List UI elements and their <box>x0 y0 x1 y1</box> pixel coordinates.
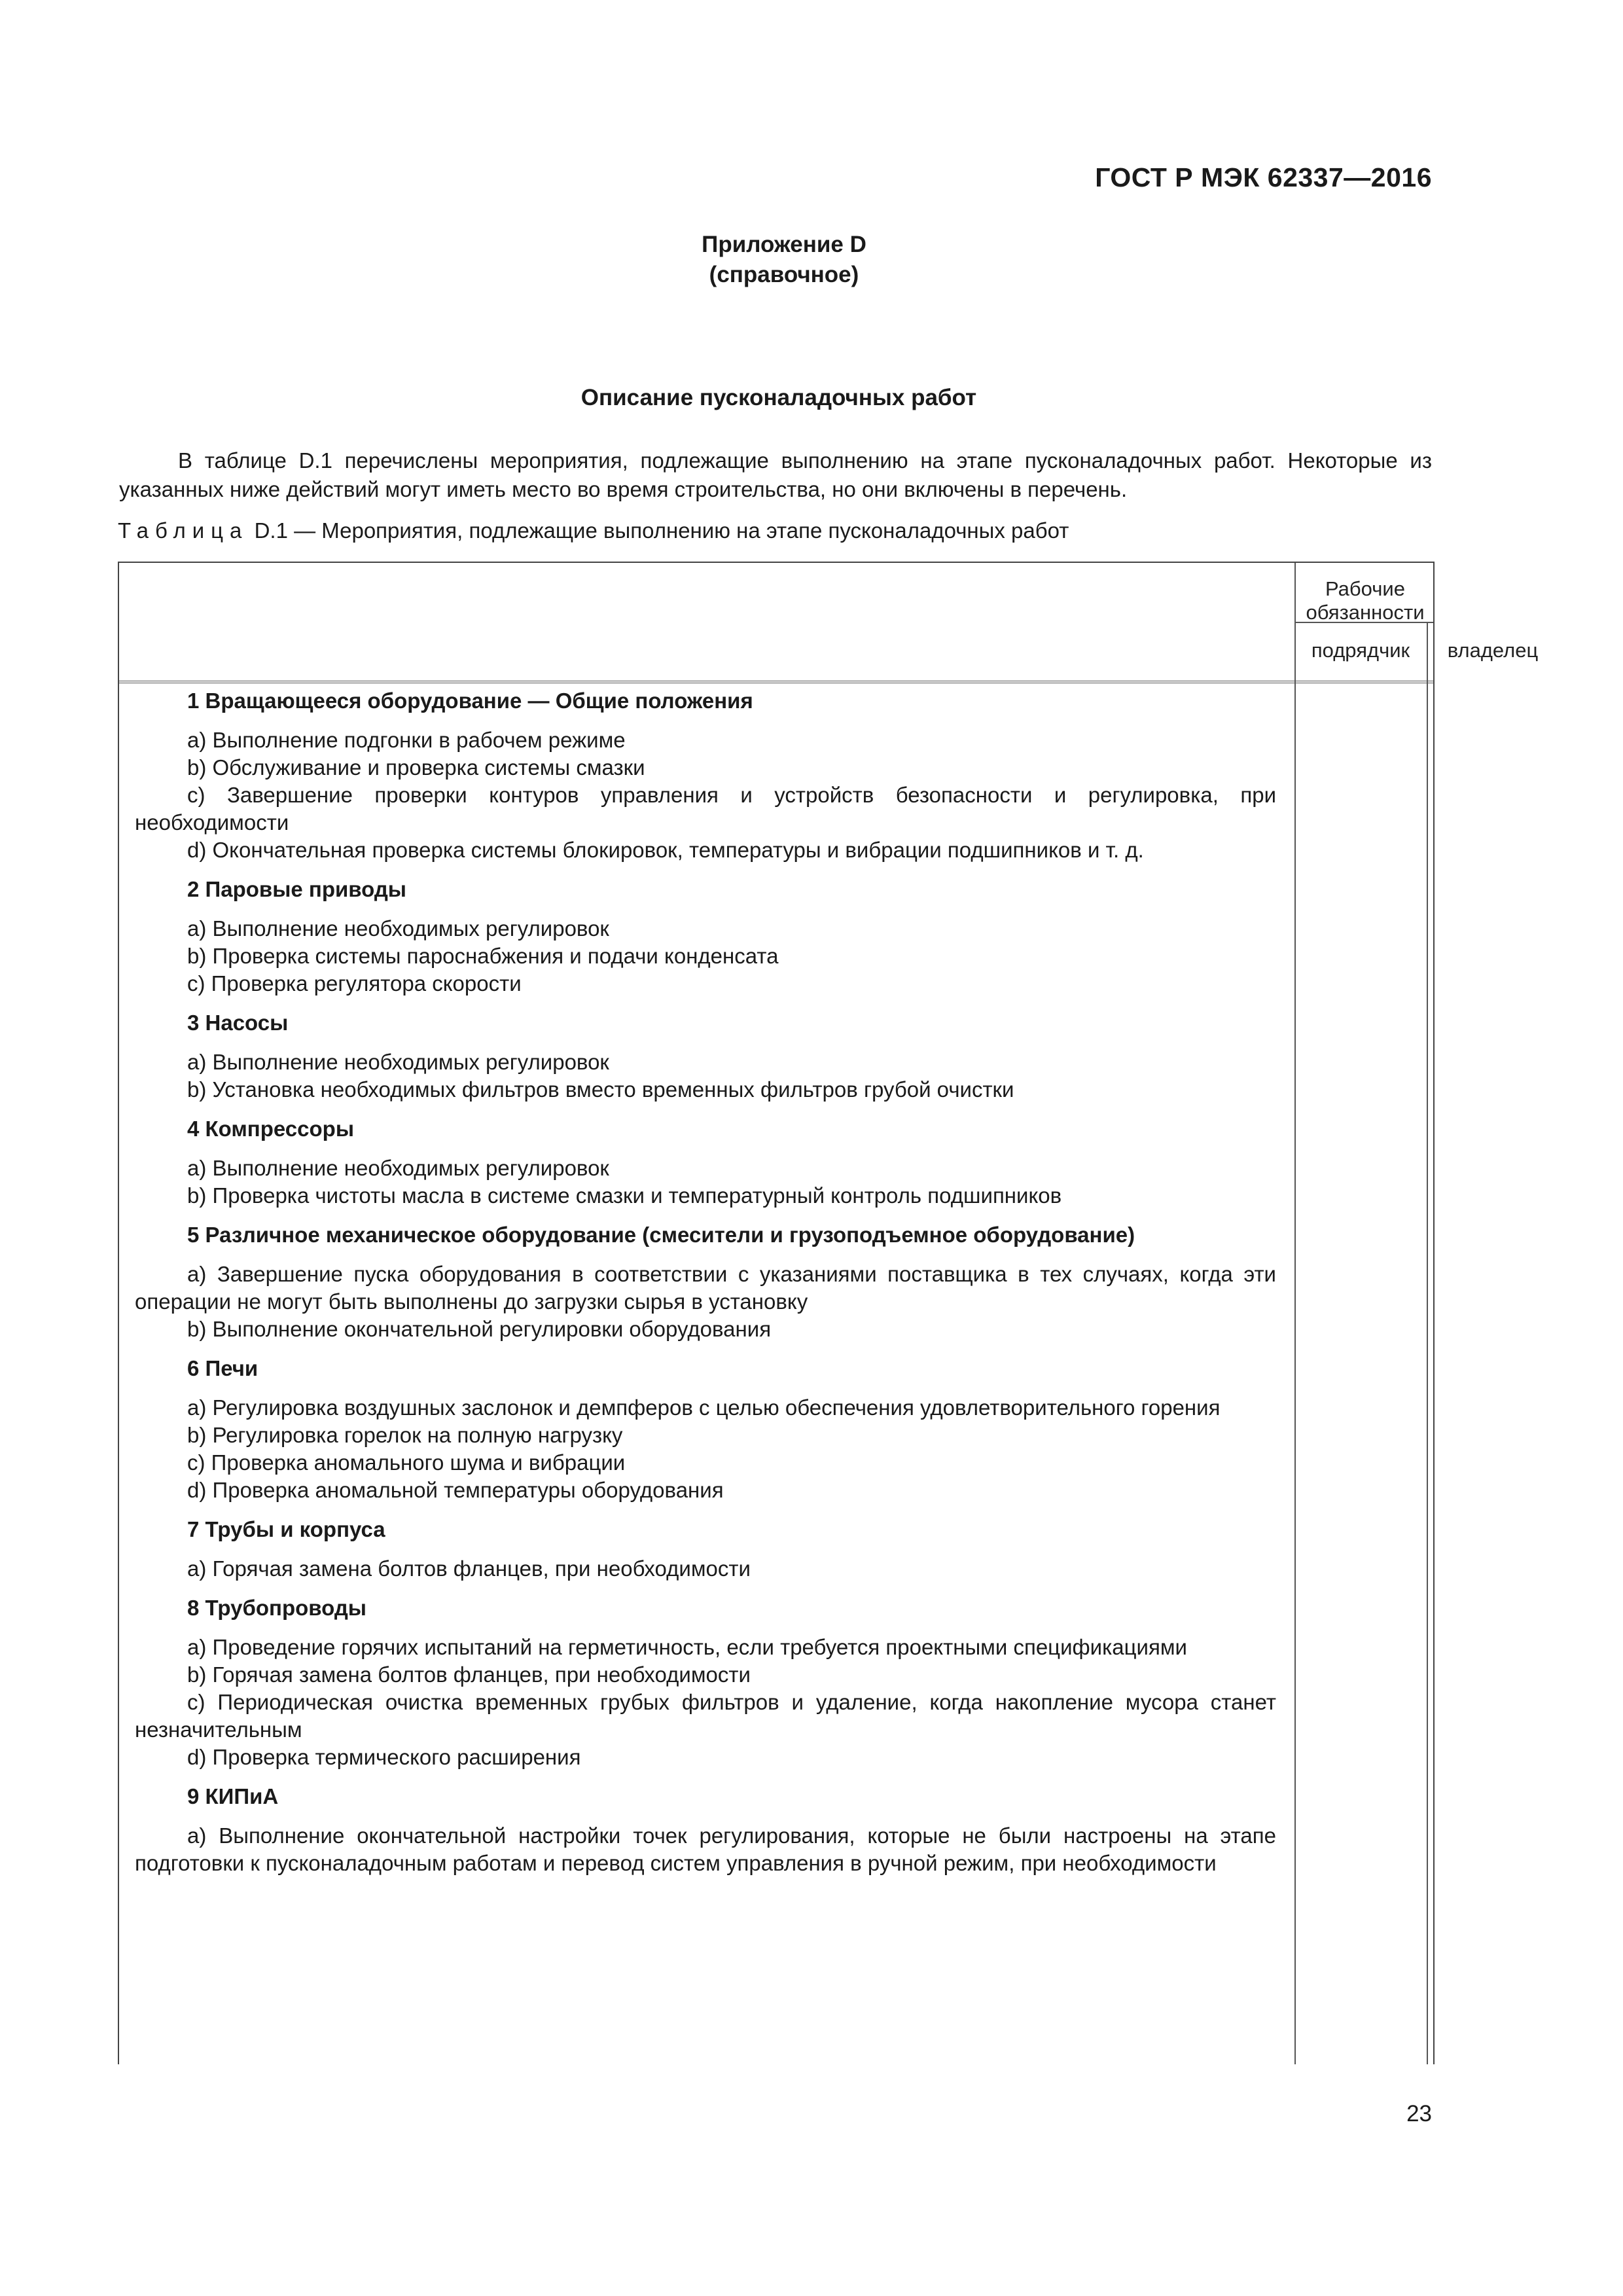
section-heading: 5 Различное механическое оборудование (смесители и грузоподъемное оборудование) <box>187 1223 1135 1247</box>
section-heading: 6 Печи <box>187 1356 259 1380</box>
standard-id: ГОСТ Р МЭК 62337—2016 <box>1095 162 1432 192</box>
section-items <box>135 1261 1276 1343</box>
intro-paragraph <box>119 446 1432 504</box>
section-item: c) Периодическая очистка временных грубых фильтров и удаление, когда накопление мусора станет незначительным <box>135 1690 1276 1742</box>
section-heading: 1 Вращающееся оборудование — Общие положения <box>187 689 753 713</box>
section-item: a) Завершение пуска оборудования в соответствии с указаниями поставщика в тех случаях, когда эти операции не могут быть выполнены до загрузки сырья в установку <box>135 1262 1276 1314</box>
section-item: a) Проведение горячих испытаний на герметичность, если требуется проектными спецификациями <box>187 1635 1187 1659</box>
table-body <box>135 687 1276 1889</box>
section-item: d) Проверка аномальной температуры оборудования <box>187 1478 724 1502</box>
section-item: c) Завершение проверки контуров управления и устройств безопасности и регулировка, при необходимости <box>135 783 1276 834</box>
section-item: b) Выполнение окончательной регулировки оборудования <box>187 1317 772 1341</box>
section-item: d) Проверка термического расширения <box>187 1745 581 1769</box>
header-contractor: подрядчик <box>1311 639 1410 662</box>
section-items <box>135 1155 1276 1210</box>
section-item: a) Выполнение подгонки в рабочем режиме <box>187 728 626 752</box>
header-owner: владелец <box>1447 639 1539 662</box>
section-heading: 9 КИПиА <box>187 1784 279 1808</box>
section-heading: 4 Компрессоры <box>187 1117 355 1141</box>
section-items <box>135 726 1276 864</box>
section-item: b) Установка необходимых фильтров вместо временных фильтров грубой очистки <box>187 1077 1014 1102</box>
section-item: a) Выполнение необходимых регулировок <box>187 1050 609 1074</box>
section-heading: 3 Насосы <box>187 1011 289 1035</box>
section-item: a) Регулировка воздушных заслонок и демпферов с целью обеспечения удовлетворительного горения <box>187 1395 1221 1420</box>
section-item: c) Проверка регулятора скорости <box>187 971 522 996</box>
section-items <box>135 1394 1276 1504</box>
table-caption-label: Таблица <box>118 518 249 543</box>
annex-subtitle: (справочное) <box>709 262 859 287</box>
annex-title: Приложение D <box>702 232 866 257</box>
section-items <box>135 1822 1276 1877</box>
section-item: d) Окончательная проверка системы блокировок, температуры и вибрации подшипников и т. д. <box>187 838 1144 862</box>
column-divider-roles <box>1427 622 1428 2064</box>
document-title: Описание пусконаладочных работ <box>580 385 977 410</box>
section-item: a) Выполнение необходимых регулировок <box>187 1156 609 1180</box>
section-items <box>135 1634 1276 1771</box>
section-heading: 8 Трубопроводы <box>187 1596 366 1620</box>
section-item: b) Горячая замена болтов фланцев, при необходимости <box>187 1662 751 1687</box>
section-item: b) Проверка системы пароснабжения и подачи конденсата <box>187 944 779 968</box>
section-item: a) Выполнение необходимых регулировок <box>187 916 609 941</box>
header-responsibilities: Рабочие обязанности <box>1306 577 1425 624</box>
section-items <box>135 1049 1276 1103</box>
section-heading: 7 Трубы и корпуса <box>187 1517 385 1541</box>
section-item: a) Выполнение окончательной настройки точек регулирования, которые не были настроены на этапе подготовки к пусконаладочным работам и перевод систем управления в ручной режим, при необходимости <box>135 1823 1276 1875</box>
section-item: c) Проверка аномального шума и вибрации <box>187 1450 626 1475</box>
activities-table <box>118 562 1539 2064</box>
table-caption-text: D.1 — Мероприятия, подлежащие выполнению на этапе пусконаладочных работ <box>254 518 1069 543</box>
section-item: b) Обслуживание и проверка системы смазки <box>187 755 645 780</box>
section-item: b) Проверка чистоты масла в системе смазки и температурный контроль подшипников <box>187 1183 1062 1208</box>
intro-text: В таблице D.1 перечислены мероприятия, подлежащие выполнению на этапе пусконаладочных работ. Некоторые из указанных ниже действий могут иметь место во время строительства, но они включены в перечень. <box>119 448 1432 501</box>
section-heading: 2 Паровые приводы <box>187 877 406 901</box>
section-item: b) Регулировка горелок на полную нагрузку <box>187 1423 623 1447</box>
page-number: 23 <box>1406 2101 1432 2126</box>
section-items <box>135 915 1276 997</box>
header-bottom-rule <box>119 681 1433 683</box>
column-divider-description <box>1294 563 1296 2064</box>
section-item: a) Горячая замена болтов фланцев, при необходимости <box>187 1556 751 1581</box>
table-caption <box>118 518 1069 543</box>
section-items <box>135 1555 1276 1583</box>
